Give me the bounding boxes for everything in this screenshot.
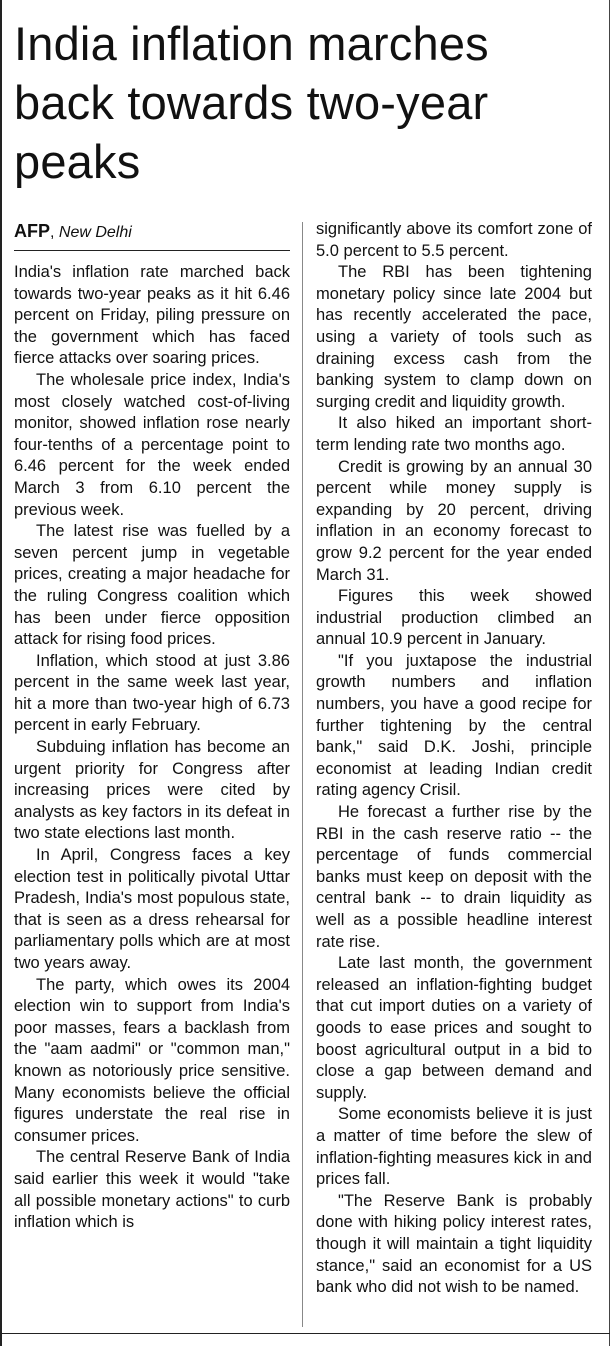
- paragraph: The party, which owes its 2004 election win to support from India's poor masses, fears a backlash from the "aam aadmi" or "common man," known as notoriously price sensitive. Many economists believe the official figures understate the real rise in consumer prices.: [14, 975, 290, 1145]
- paragraph: The latest rise was fuelled by a seven percent jump in vegetable prices, creating a major headache for the ruling Congress coalition which has been under fierce opposition attack for rising food prices.: [14, 522, 290, 649]
- paragraph: significantly above its comfort zone of 5.0 percent to 5.5 percent.: [316, 220, 592, 260]
- paragraph: The central Reserve Bank of India said earlier this week it would "take all possible monetary actions" to curb inflation which is: [14, 1148, 290, 1232]
- paragraph: Late last month, the government released an inflation-fighting budget that cut import duties on a variety of goods to ease prices and sought to boost agricultural output in a bid to close a gap between demand and supply.: [316, 954, 592, 1102]
- paragraph: It also hiked an important short-term lending rate two months ago.: [316, 414, 592, 454]
- paragraph: The RBI has been tightening monetary policy since late 2004 but has recently accelerated the pace, using a variety of tools such as draining excess cash from the banking system to clamp down on surging credit and liquidity growth.: [316, 263, 592, 411]
- column-divider: [302, 222, 303, 1327]
- paragraph: "If you juxtapose the industrial growth numbers and inflation numbers, you have a good recipe for further tightening by the central bank," said D.K. Joshi, principle economist at leading Indian credit rating agency Crisil.: [316, 651, 592, 800]
- paragraph: India's inflation rate marched back towards two-year peaks as it hit 6.46 percent on Friday, piling pressure on the government which has faced fierce attacks over soaring prices.: [14, 263, 290, 368]
- article-column-2: [316, 219, 592, 1299]
- paragraph: Some economists believe it is just a matter of time before the slew of inflation-fighting measures kick in and prices fall.: [316, 1105, 592, 1189]
- paragraph: He forecast a further rise by the RBI in the cash reserve ratio -- the percentage of funds commercial banks must keep on deposit with the central bank -- to drain liquidity as well as a possible headline interest rate rise.: [316, 803, 592, 951]
- paragraph: Credit is growing by an annual 30 percent while money supply is expanding by 20 percent, driving inflation in an economy forecast to grow 9.2 percent for the year ended March 31.: [316, 457, 592, 584]
- paragraph: "The Reserve Bank is probably done with hiking policy interest rates, though it will maintain a tight liquidity stance," said an economist for a US bank who did not wish to be named.: [316, 1191, 592, 1297]
- paragraph: Inflation, which stood at just 3.86 percent in the same week last year, hit a more than two-year high of 6.73 percent in early February.: [14, 651, 290, 735]
- paragraph: In April, Congress faces a key election test in politically pivotal Uttar Pradesh, India's most populous state, that is seen as a dress rehearsal for parliamentary polls which are at most two years away.: [14, 846, 290, 972]
- paragraph: The wholesale price index, India's most closely watched cost-of-living monitor, showed inflation rose nearly four-tenths of a percentage point to 6.46 percent for the week ended March 3 from 6.10 percent the previous week.: [14, 370, 290, 519]
- article-column-1: [14, 262, 290, 1234]
- byline-agency: AFP: [14, 221, 50, 241]
- paragraph: Figures this week showed industrial production climbed an annual 10.9 percent in January.: [316, 587, 592, 649]
- byline-location: New Delhi: [58, 224, 132, 241]
- headline: India inflation marches back towards two-year peaks: [14, 17, 489, 188]
- bottom-rule: [0, 1333, 610, 1334]
- byline: [14, 220, 290, 251]
- paragraph: Subduing inflation has become an urgent priority for Congress after increasing prices were cited by analysts as key factors in its defeat in two state elections last month.: [14, 738, 290, 843]
- byline-separator: ,: [50, 224, 59, 241]
